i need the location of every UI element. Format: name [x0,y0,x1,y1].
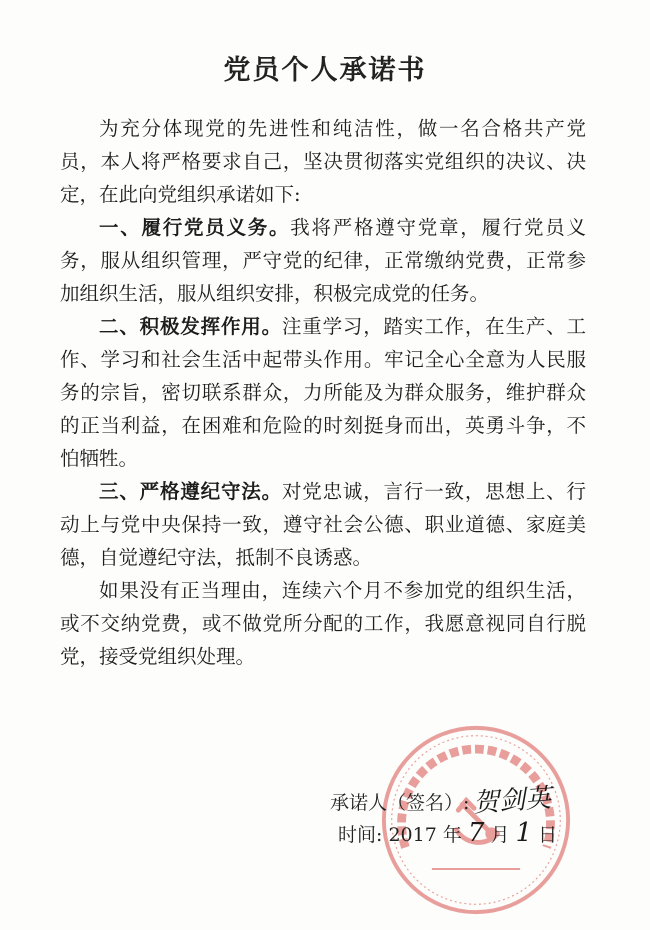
date-month: 7 [467,818,485,848]
signature-line [330,780,551,817]
section-paragraph-1 [60,211,586,310]
document-body [60,112,586,673]
section-text-1: 我将严格遵守党章，履行党员义务，服从组织管理，严守党的纪律，正常缴纳党费，正常参加组织生活，服从组织安排，积极完成党的任务。 [60,216,586,305]
section-heading-3: 三、严格遵纪守法。 [99,480,282,503]
date-label: 时间: [338,824,383,846]
section-text-3: 对党忠诚，言行一致，思想上、行动上与党中央保持一致，遵守社会公德、职业道德、家庭美德，自觉遵纪守法，抵制不良诱惑。 [60,480,586,569]
section-heading-2: 二、积极发挥作用。 [99,315,282,338]
section-text-2: 注重学习，踏实工作，在生产、工作、学习和社会生活中起带头作用。牢记全心全意为人民服务的宗旨，密切联系群众，力所能及为群众服务，维护群众的正当利益，在困难和危险的时刻挺身而出，英勇斗争，不怕牺牲。 [60,315,586,470]
date-year-unit: 年 [442,824,462,846]
date-year: 2017 [388,824,437,846]
date-day-unit: 日 [538,824,558,846]
section-paragraph-3 [60,475,586,574]
signature-label: 承诺人（签名）: [330,792,470,814]
date-line [338,818,557,848]
intro-paragraph: 为充分体现党的先进性和纯洁性，做一名合格共产党员，本人将严格要求自己，坚决贯彻落实党组织的决议、决定，在此向党组织承诺如下: [60,117,586,206]
document-title: 党员个人承诺书 [223,55,427,86]
date-day: 1 [515,818,533,848]
date-month-unit: 月 [490,824,510,846]
handwritten-signature: 贺剑英 [472,783,553,819]
section-heading-1: 一、履行党员义务。 [99,216,291,239]
closing-paragraph: 如果没有正当理由，连续六个月不参加党的组织生活，或不交纳党费，或不做党所分配的工作，我愿意视同自行脱党，接受党组织处理。 [60,579,586,668]
section-paragraph-2 [60,310,586,475]
